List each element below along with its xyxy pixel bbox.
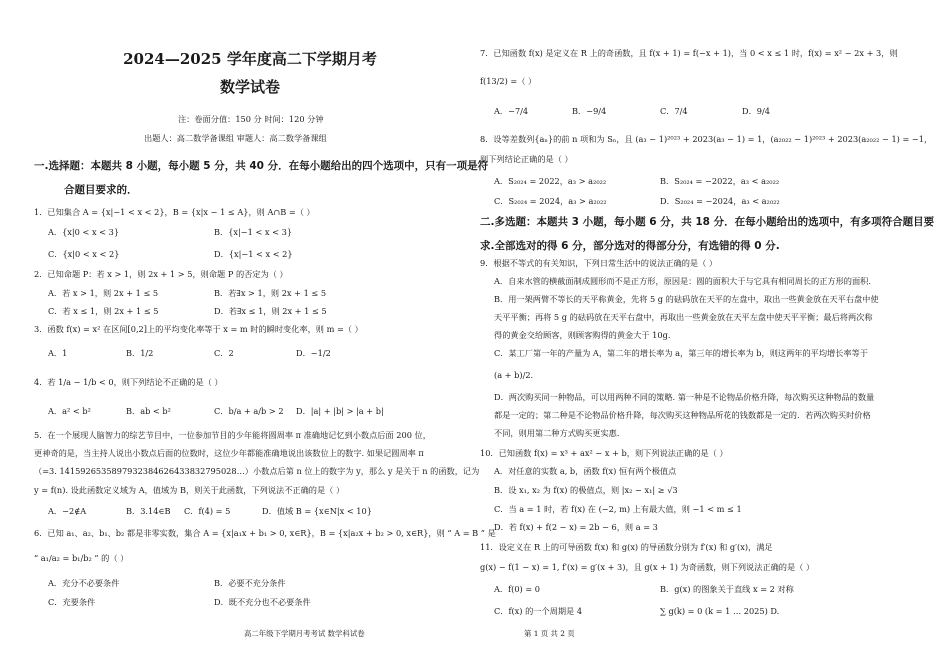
q8-option-c: C．S₂₀₂₄ = 2024，a₃ > a₂₀₂₂ [494, 196, 607, 206]
section-2-heading-1: 二.多选题：本题共 3 小题，每小题 6 分，共 18 分．在每小题给出的选项中，有多项符合题目要 [480, 216, 935, 228]
q6-option-c: C．充要条件 [48, 597, 96, 607]
q5-option-c: C．f(4) = 5 [184, 506, 231, 516]
q11-line-1: 11．设定义在 R 上的可导函数 f(x) 和 g(x) 的导函数分别为 f′(x) 和 g′(x)，满足 [480, 542, 773, 552]
exam-title: 2024—2025 学年度高二下学期月考 [123, 50, 377, 68]
q2-option-d: D．若∃x ≤ 1，则 2x + 1 ≤ 5 [214, 306, 327, 316]
q9-option-b-3: 得的黄金交给顾客，则顾客购得的黄金大于 10g. [494, 330, 671, 340]
q5-option-b: B．3.14∈B [126, 506, 171, 516]
q2-option-c: C．若 x ≤ 1，则 2x + 1 ≤ 5 [48, 306, 159, 316]
q9-option-d-3: 不同，则用第二种方式购买更实惠. [494, 428, 620, 438]
q11-option-d: ∑ g(k) = 0 (k = 1 … 2025) D. [660, 606, 780, 616]
q9-option-d-2: 都是一定的；第二种是不论物品价格升降，每次购买这种物品所花的钱数都是一定的．若两次购买时价格 [494, 410, 871, 420]
q11-option-c: C．f(x) 的一个周期是 4 [494, 606, 583, 616]
q8-line-1: 8．设等差数列{aₙ}的前 n 项和为 Sₙ，且 (a₃ − 1)²⁰²³ + 2023(a₃ − 1) = 1，(a₂₀₂₂ − 1)²⁰²³ + 2023(a₂₀₂₂ − 1) = −1， [480, 134, 933, 144]
q5-line-1: 5．在一个展现人脑智力的综艺节目中，一位参加节目的少年能将圆周率 π 准确地记忆到小数点后面 200 位， [34, 430, 431, 440]
q7-option-b: B．−9/4 [572, 106, 607, 116]
q7-option-a: A．−7/4 [494, 106, 529, 116]
q3-option-c: C．2 [214, 348, 234, 358]
q9-option-c-1: C．某工厂第一年的产量为 A，第二年的增长率为 a，第三年的增长率为 b，则这两年的平均增长率等于 [494, 348, 868, 358]
q8-option-b: B．S₂₀₂₄ = −2022，a₃ < a₂₀₂₂ [660, 176, 780, 186]
q5-line-2: 更神奇的是，当主持人说出小数点后面的位数时，这位少年都能准确地说出该数位上的数字. 如果记圆周率 π [34, 448, 424, 458]
q1-option-b: B．{x|−1 < x < 3} [214, 227, 293, 237]
q1-option-c: C．{x|0 < x < 2} [48, 249, 120, 259]
q5-option-a: A．−2∉A [48, 506, 87, 516]
q10-stem: 10．已知函数 f(x) = x³ + ax² − x + b，则下列说法正确的是（ ） [480, 448, 728, 458]
q6-line-2: “ a₁/a₂ = b₁/b₂ ” 的（ ） [34, 553, 129, 563]
q4-stem: 4．若 1/a − 1/b < 0，则下列结论不正确的是（ ） [34, 377, 223, 387]
q8-line-2: 则下列结论正确的是（ ） [480, 154, 573, 164]
q9-option-d-1: D．两次购买同一种物品，可以用两种不同的策略. 第一种是不论物品价格升降，每次购买这种物品的数量 [494, 392, 875, 402]
q7-option-c: C．7/4 [660, 106, 688, 116]
exam-note: 注：卷面分值：150 分 时间：120 分钟 [178, 114, 324, 124]
q3-stem: 3．函数 f(x) = x² 在区间[0,2]上的平均变化率等于 x = m 时的瞬时变化率，则 m =（ ） [34, 324, 363, 334]
q3-option-a: A．1 [48, 348, 68, 358]
section-1-heading-2: 合题目要求的． [64, 184, 138, 196]
exam-subtitle: 数学试卷 [219, 78, 280, 96]
q4-option-c: C．b/a + a/b > 2 [214, 406, 284, 416]
q7-line-2: f(13/2) =（ ） [480, 76, 537, 86]
q11-option-b: B．g(x) 的图象关于直线 x = 2 对称 [660, 584, 794, 594]
q4-option-d: D．|a| + |b| > |a + b| [296, 406, 384, 416]
q2-stem: 2．已知命题 P：若 x > 1，则 2x + 1 > 5，则命题 P 的否定为（ ） [34, 269, 288, 279]
q6-option-d: D．既不充分也不必要条件 [214, 597, 311, 607]
q10-option-b: B．设 x₁, x₂ 为 f(x) 的极值点，则 |x₂ − x₁| ≥ √3 [494, 485, 678, 495]
q6-option-b: B．必要不充分条件 [214, 578, 286, 588]
q9-option-b-1: B．用一架两臂不等长的天平称黄金，先将 5 g 的砝码放在天平的左盘中，取出一些黄金放在天平右盘中使 [494, 294, 879, 304]
q4-option-b: B．ab < b² [126, 406, 171, 416]
q9-option-b-2: 天平平衡；再将 5 g 的砝码放在天平右盘中，再取出一些黄金放在天平左盘中使天平平衡；最后将两次称 [494, 312, 873, 322]
q3-option-b: B．1/2 [126, 348, 154, 358]
footer-left: 高二年级下学期月考考试 数学科试卷 [244, 629, 365, 638]
section-2-heading-2: 求.全部选对的得 6 分，部分选对的得部分分，有选错的得 0 分. [480, 240, 780, 252]
q2-option-a: A．若 x > 1，则 2x + 1 ≤ 5 [48, 288, 159, 298]
q10-option-d: D．若 f(x) + f(2 − x) = 2b − 6，则 a = 3 [494, 522, 658, 532]
q5-line-4: y = f(n). 设此函数定义域为 A，值域为 B，则关于此函数，下列说法不正确的是（ ） [34, 485, 345, 495]
q8-option-d: D．S₂₀₂₄ = −2024，a₃ < a₂₀₂₂ [660, 196, 780, 206]
q4-option-a: A．a² < b² [48, 406, 91, 416]
q9-option-a: A．自来水管的横截面制成圆形而不是正方形，原因是：圆的面积大于与它具有相同周长的正方形的面积. [494, 276, 871, 286]
q10-option-c: C．当 a = 1 时，若 f(x) 在 (−2, m) 上有最大值，则 −1 < m ≤ 1 [494, 504, 742, 514]
q7-option-d: D．9/4 [742, 106, 770, 116]
footer-right: 第 1 页 共 2 页 [524, 629, 575, 638]
section-1-heading-1: 一.选择题：本题共 8 小题，每小题 5 分，共 40 分．在每小题给出的四个选项中，只有一项是符 [34, 160, 489, 172]
q10-option-a: A．对任意的实数 a, b，函数 f(x) 恒有两个极值点 [494, 466, 677, 476]
q1-option-d: D．{x|−1 < x < 2} [214, 249, 293, 259]
q11-option-a: A．f(0) = 0 [494, 584, 541, 594]
q1-option-a: A．{x|0 < x < 3} [48, 227, 120, 237]
q5-line-3: （=3. 1415926535897932384626433832795028…）小数点后第 n 位上的数字为 y，那么 y 是关于 n 的函数，记为 [34, 466, 480, 476]
q11-line-2: g(x) − f(1 − x) = 1, f′(x) = g′(x + 3)，且 g(x + 1) 为奇函数，则下列说法正确的是（ ） [480, 562, 815, 572]
q6-option-a: A．充分不必要条件 [48, 578, 120, 588]
q6-line-1: 6．已知 a₁、a₂、b₁、b₂ 都是非零实数，集合 A = {x|a₁x + b₁ > 0, x∈R}，B = {x|a₂x + b₂ > 0, x∈R}，则 “ A = B ” 是 [34, 528, 496, 538]
q1-stem: 1．已知集合 A = {x|−1 < x < 2}，B = {x|x − 1 ≤ A}，则 A∩B =（ ） [34, 207, 315, 217]
q5-option-d: D．值域 B = {x∈N|x < 10} [262, 506, 372, 516]
q9-stem: 9．根据不等式的有关知识，下列日常生活中的说法正确的是（ ） [480, 258, 718, 268]
q3-option-d: D．−1/2 [296, 348, 331, 358]
exam-authors: 出题人：高二数学备课组 审题人：高二数学备课组 [144, 133, 327, 143]
q7-line-1: 7．已知函数 f(x) 是定义在 R 上的奇函数，且 f(x + 1) = f(−x + 1)，当 0 < x ≤ 1 时，f(x) = x² − 2x + 3，则 [480, 48, 898, 58]
q2-option-b: B．若∃x > 1，则 2x + 1 ≤ 5 [214, 288, 327, 298]
q9-option-c-2: (a + b)/2. [494, 370, 534, 380]
q8-option-a: A．S₂₀₂₄ = 2022，a₃ > a₂₀₂₂ [494, 176, 607, 186]
